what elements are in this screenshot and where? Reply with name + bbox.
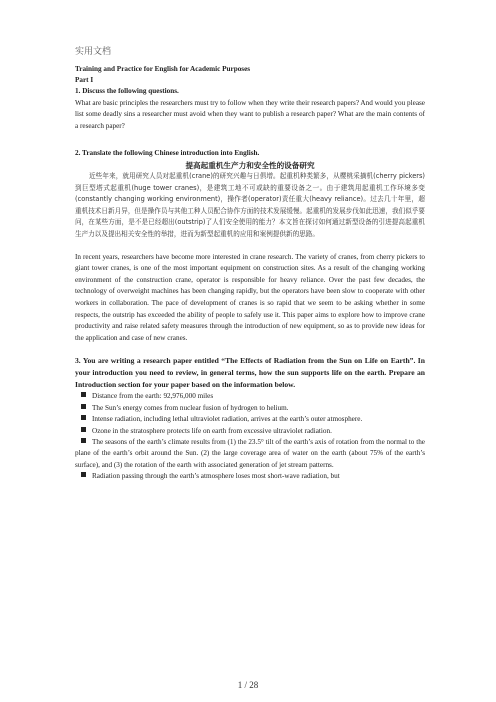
chinese-introduction: 近些年来，就用研究人员对起重机(crane)的研究兴趣与日俱增。起重机种类繁多，从樱桃采摘机(cherry pickers)到巨型塔式起重机(huge tower cranes)，是建筑工地不可或缺的重要设备之一。由于建筑用起重机工作环境多变(constantly changing working environment)，操作者(operator)责任重大(heavy reliance)。过去几十年里，超重机技术日新月异，但是操作员与其他工种人员配合协作方面的技术发展缓慢。起重机的发展步伐如此迅速，我们似乎要问，在某些方面，是不是已经超出(outstrip)了人们安全使用的能力？本文旨在探讨如何通过新型设备的引进提高起重机生产力以及提出相关安全性的举措，进而为新型起重机的应用和案例提供新的思路。	[75, 172, 425, 239]
question-1-body: What are basic principles the researchers must try to follow when they write their research papers? And would you please list some deadly sins a researcher must avoid when they want to publish a research paper? What are the main contents of a research paper?	[75, 98, 425, 130]
question-2-heading: 2. Translate the following Chinese introduction into English.	[75, 149, 260, 158]
square-bullet-icon	[81, 427, 86, 432]
page-content	[75, 44, 425, 483]
square-bullet-icon	[81, 415, 86, 420]
page-number: 1 / 28	[237, 680, 259, 690]
square-bullet-icon	[81, 404, 86, 409]
square-bullet-icon	[81, 438, 86, 443]
list-item: The seasons of the earth’s climate results from (1) the 23.5° tilt of the earth’s axis of rotation from the normal to the plane of the earth’s orbit around the Sun. (2) the large coverage area of water on the earth (about 75% of the earth’s surface), and (3) the rotation of the earth with associated generation of jet stream patterns.	[75, 438, 425, 469]
list-item: Intense radiation, including lethal ultraviolet radiation, arrives at the earth’s outer atmosphere.	[75, 414, 425, 425]
chinese-title: 提高起重机生产力和安全性的设备研究	[185, 160, 315, 170]
list-item: Ozone in the stratosphere protects life on earth from excessive ultraviolet radiation.	[75, 426, 425, 437]
question-1-heading: 1. Discuss the following questions.	[75, 87, 179, 96]
english-translation: In recent years, researchers have become more interested in crane research. The variety of cranes, from cherry pickers to giant tower cranes, is one of the most important equipment on construction sites. As a result of the changing working environment of the construction crane, operator is responsible for heavy reliance. Over the past few decades, the technology of overweight machines has been changing rapidly, but the operators have been slow to cooperate with other workers in collaboration. The pace of development of cranes is so rapid that we seem to be asking whether in some respects, the outstrip has exceeded the ability of people to safely use it. This paper aims to explore how to improve crane productivity and raise related safety measures through the introduction of new equipment, so as to provide new ideas for the application and case of new cranes.	[75, 252, 425, 342]
square-bullet-icon	[81, 392, 86, 397]
square-bullet-icon	[81, 472, 86, 477]
list-item: The Sun’s energy comes from nuclear fusion of hydrogen to helium.	[75, 403, 425, 414]
list-item: Radiation passing through the earth’s atmosphere loses most short-wave radiation, but	[75, 471, 425, 482]
list-item: Distance from the earth: 92,976,000 miles	[75, 391, 425, 402]
part-label: Part I	[75, 76, 94, 85]
bullet-list	[75, 391, 425, 482]
header-label: 实用文档	[75, 46, 112, 56]
document-title: Training and Practice for English for Academic Purposes	[75, 65, 251, 73]
question-3-heading: 3. You are writing a research paper entitled “The Effects of Radiation from the Sun on Life on Earth”. In your introduction you need to review, in general terms, how the sun supports life on the earth. Prepare an Introduction section for your paper based on the information below.	[75, 356, 425, 390]
